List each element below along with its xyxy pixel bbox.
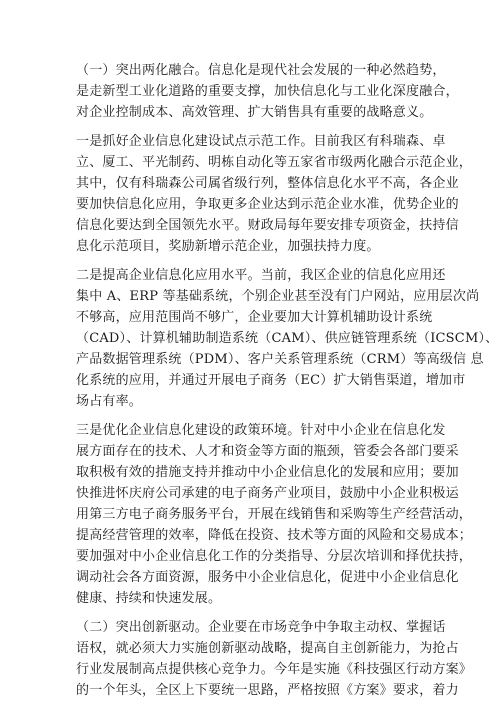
text-line: 要加强对中小企业信息化工作的分类指导、分层次培训和择优扶持， — [76, 549, 473, 564]
text-line: 集中 A、ERP 等基础系统，个别企业甚至没有门户网站，应用层次尚 — [76, 289, 480, 304]
text-line: 的一个年头，全区上下要统一思路，严格按照《方案》要求，着力 — [76, 683, 459, 698]
text-line: 对企业控制成本、高效管理、扩大销售具有重要的战略意义。 — [76, 105, 433, 120]
text-line: 信息化要达到全国领先水平。财政局每年要安排专项资金，扶持信 — [76, 218, 459, 233]
text-line: 场占有率。 — [76, 394, 143, 409]
text-line: 不够高，应用范围尚不够广，企业要加大计算机辅助设计系统 — [76, 310, 433, 325]
text-line: （二）突出创新驱动。企业要在市场竞争中争取主动权、掌握话 — [76, 620, 446, 635]
document-body — [76, 60, 499, 701]
text-line: 息化示范项目，奖励新增示范企业，加强扶持力度。 — [76, 239, 380, 254]
text-line: （CAD）、计算机辅助制造系统（CAM）、供应链管理系统（ICSCM）、 — [76, 331, 499, 346]
paragraph-section-one-intro — [76, 60, 459, 123]
paragraph-pilot-demonstration — [76, 131, 473, 257]
text-line: 展方面存在的技术、人才和资金等方面的瓶颈，管委会各部门要采 — [76, 444, 459, 459]
text-line: 其中，仅有科瑞森公司属省级行列，整体信息化水平不高，各企业 — [76, 176, 459, 191]
text-line: 行业发展制高点提供核心竞争力。今年是实施《科技强区行动方案》 — [76, 662, 473, 677]
text-line: 二是提高企业信息化应用水平。当前，我区企业的信息化应用还 — [76, 268, 446, 283]
text-line: 是走新型工业化道路的重要支撑，加快信息化与工业化深度融合， — [76, 84, 459, 99]
text-line: 用第三方电子商务服务平台，开展在线销售和采购等生产经营活动， — [76, 507, 473, 522]
text-line: 立、厦工、平光制药、明栋自动化等五家省市级两化融合示范企业， — [76, 155, 473, 170]
paragraph-section-two-innovation — [76, 617, 473, 701]
text-line: 产品数据管理系统（PDM）、客户关系管理系统（CRM）等高级信 息 — [76, 352, 484, 367]
text-line: 一是抓好企业信息化建设试点示范工作。目前我区有科瑞森、卓 — [76, 134, 446, 149]
paragraph-spacer — [76, 609, 446, 617]
text-line: 化系统的应用，并通过开展电子商务（EC）扩大销售渠道，增加市 — [76, 373, 466, 388]
text-line: 语权，就必须大力实施创新驱动战略，提高自主创新能力，为抢占 — [76, 641, 459, 656]
paragraph-spacer — [76, 412, 446, 420]
text-line: （一）突出两化融合。信息化是现代社会发展的一种必然趋势， — [76, 63, 446, 78]
text-line: 要加快信息化应用，争取更多企业达到示范企业水准，优势企业的 — [76, 197, 459, 212]
text-line: 取积极有效的措施支持并推动中小企业信息化的发展和应用；要加 — [76, 465, 459, 480]
paragraph-spacer — [76, 123, 446, 131]
paragraph-policy-environment — [76, 420, 473, 609]
text-line: 快推进怀庆府公司承建的电子商务产业项目，鼓励中小企业积极运 — [76, 486, 459, 501]
text-line: 三是优化企业信息化建设的政策环境。针对中小企业在信息化发 — [76, 423, 446, 438]
text-line: 调动社会各方面资源，服务中小企业信息化，促进中小企业信息化 — [76, 570, 459, 585]
paragraph-application-level — [76, 265, 499, 412]
text-line: 提高经营管理的效率，降低在投资、技术等方面的风险和交易成本； — [76, 528, 473, 543]
paragraph-spacer — [76, 257, 446, 265]
text-line: 健康、持续和快速发展。 — [76, 591, 222, 606]
